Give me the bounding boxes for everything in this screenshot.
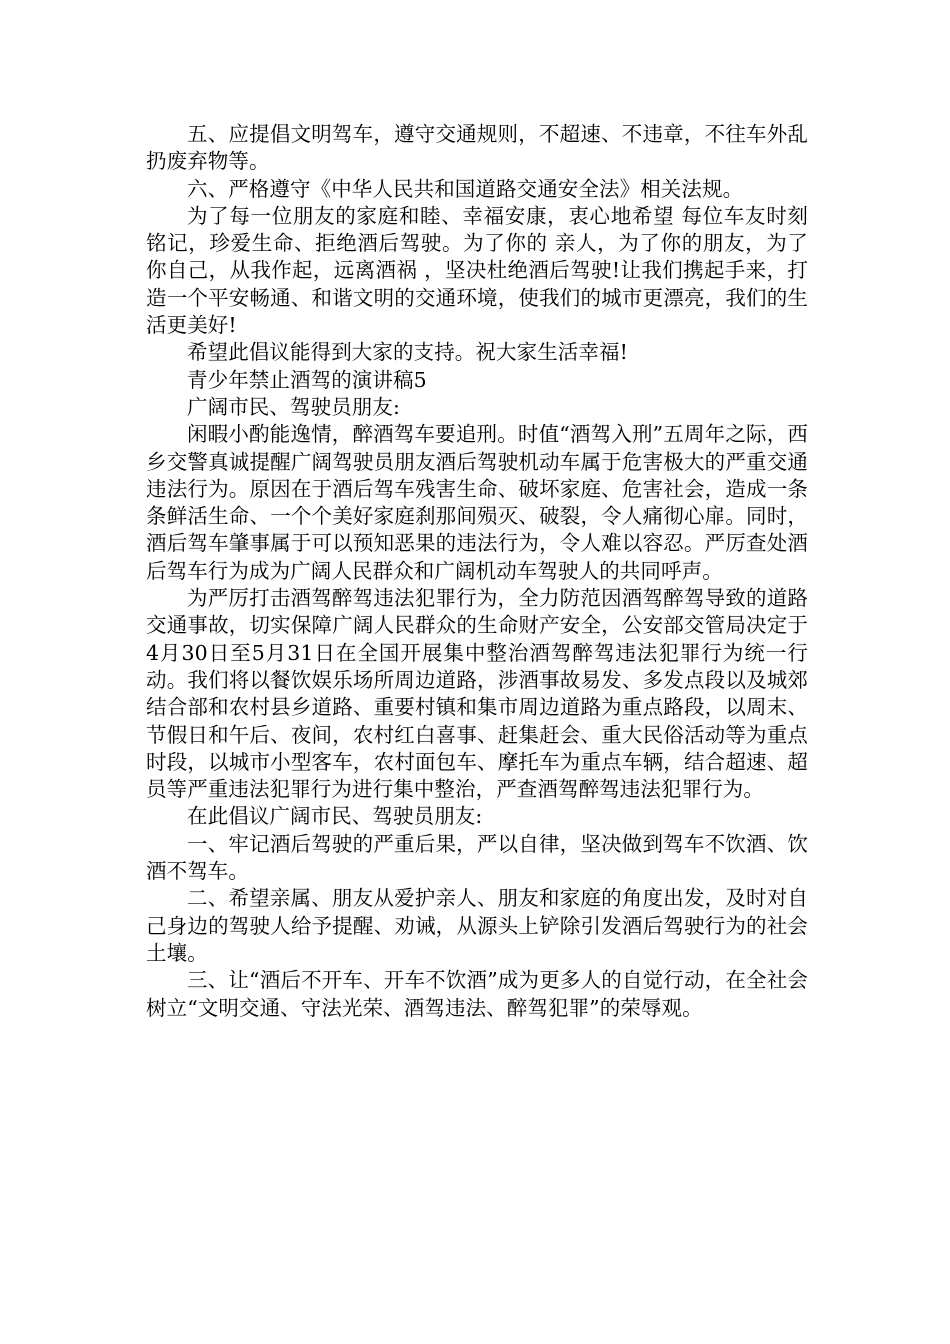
- paragraph-appeal: 为了每一位朋友的家庭和睦、幸福安康，衷心地希望 每位车友时刻铭记，珍爱生命、拒绝酒后驾驶。为了你的 亲人，为了你的朋友，为了你自己，从我作起，远离酒祸 ，坚决杜绝酒后驾驶!让我们携起手来，打造一个平安畅通、和谐文明的交通环境，使我们的城市更漂亮，我们的生活更美好!: [146, 203, 808, 338]
- paragraph-campaign: 为严厉打击酒驾醉驾违法犯罪行为，全力防范因酒驾醉驾导致的道路交通事故，切实保障广阔人民群众的生命财产安全，公安部交管局决定于4月30日至5月31日在全国开展集中整治酒驾醉驾违法犯罪行为统一行动。我们将以餐饮娱乐场所周边道路，涉酒事故易发、多发点段以及城郊结合部和农村县乡道路、重要村镇和集市周边道路为重点路段，以周末、节假日和午后、夜间，农村红白喜事、赶集赶会、重大民俗活动等为重点时段，以城市小型客车，农村面包车、摩托车为重点车辆，结合超速、超员等严重违法犯罪行为进行集中整治，严查酒驾醉驾违法犯罪行为。: [146, 586, 808, 802]
- paragraph-proposal-3: 三、让“酒后不开车、开车不饮酒”成为更多人的自觉行动，在全社会树立“文明交通、守法光荣、酒驾违法、醉驾犯罪”的荣辱观。: [146, 968, 808, 1020]
- section-title: 青少年禁止酒驾的演讲稿5: [187, 367, 427, 392]
- salutation: 广阔市民、驾驶员朋友:: [187, 394, 401, 419]
- paragraph-proposal-lead: 在此倡议广阔市民、驾驶员朋友:: [187, 804, 483, 829]
- paragraph-proposal-1: 一、牢记酒后驾驶的严重后果，严以自律，坚决做到驾车不饮酒、饮酒不驾车。: [146, 831, 808, 884]
- document-body: [146, 121, 808, 1022]
- paragraph-item-5: 五、应提倡文明驾车，遵守交通规则，不超速、不违章，不往车外乱扔废弃物等。: [146, 122, 808, 174]
- paragraph-item-6: 六、严格遵守《中华人民共和国道路交通安全法》相关法规。: [187, 176, 744, 201]
- paragraph-wish: 希望此倡议能得到大家的支持。祝大家生活幸福!: [187, 340, 628, 365]
- paragraph-proposal-2: 二、希望亲属、朋友从爱护亲人、朋友和家庭的角度出发，及时对自己身边的驾驶人给予提醒、劝诫，从源头上铲除引发酒后驾驶行为的社会土壤。: [146, 886, 808, 965]
- paragraph-intro: 闲暇小酌能逸情，醉酒驾车要追刑。时值“酒驾入刑”五周年之际，西乡交警真诚提醒广阔驾驶员朋友酒后驾驶机动车属于危害极大的严重交通违法行为。原因在于酒后驾车残害生命、破坏家庭、危害社会，造成一条条鲜活生命、一个个美好家庭刹那间殒灭、破裂，令人痛彻心扉。同时，酒后驾车肇事属于可以预知恶果的违法行为，令人难以容忍。严厉查处酒后驾车行为成为广阔人民群众和广阔机动车驾驶人的共同呼声。: [146, 422, 808, 583]
